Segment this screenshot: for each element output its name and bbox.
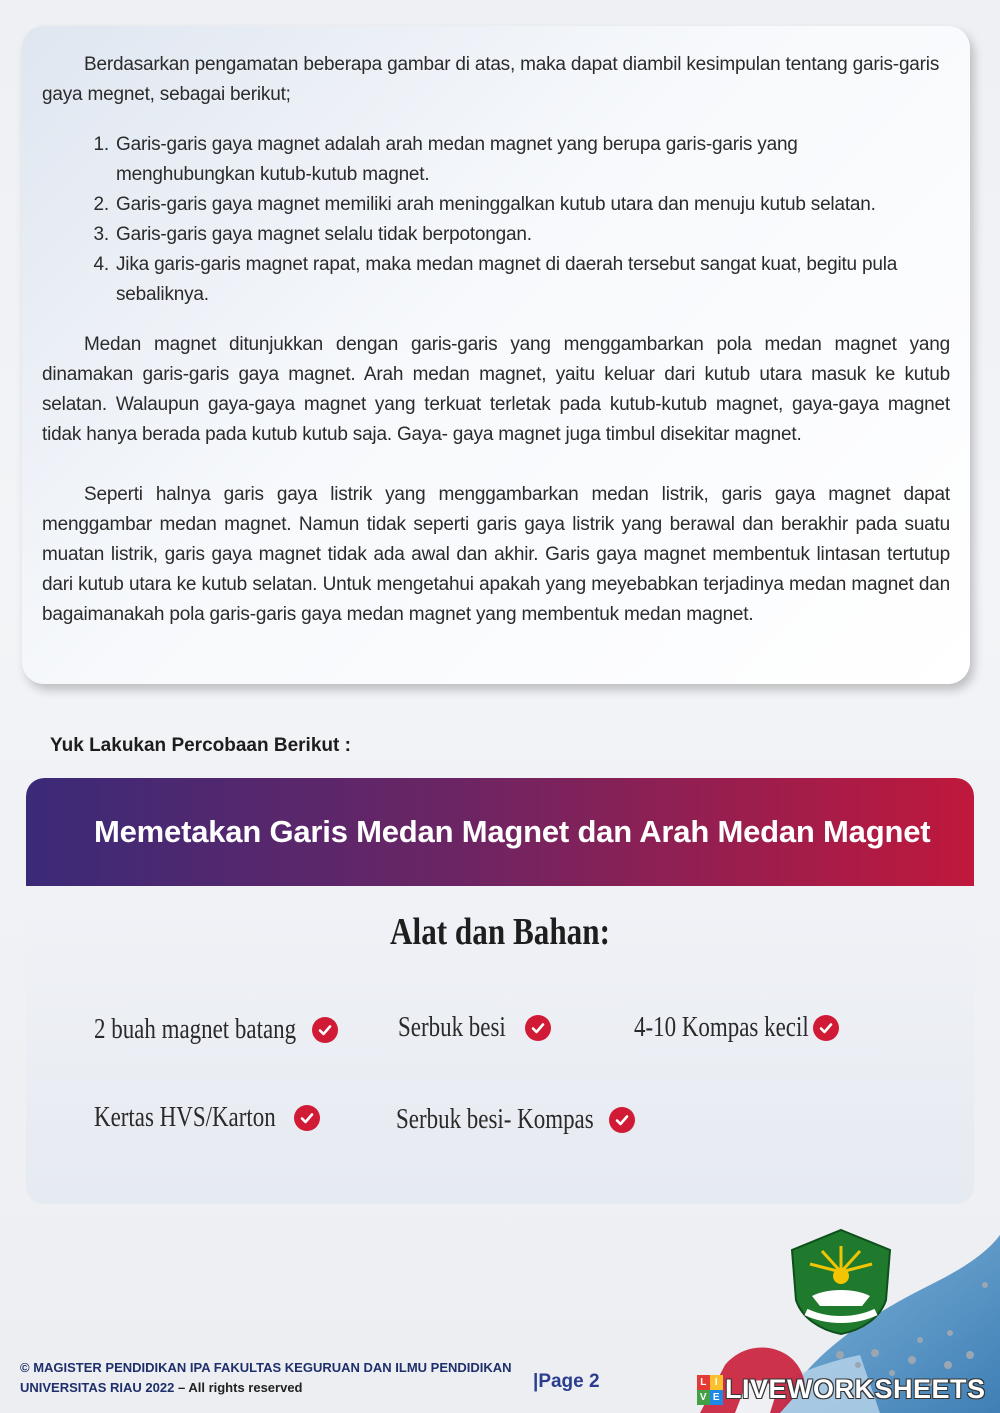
- check-icon: [813, 1015, 839, 1041]
- material-label: Serbuk besi- Kompas: [396, 1104, 594, 1135]
- experiment-subtitle: Yuk Lakukan Percobaan Berikut :: [50, 735, 351, 756]
- list-item: 2. Garis-garis gaya magnet memiliki arah meninggalkan kutub utara dan menuju kutub selatan.: [114, 190, 926, 220]
- rights-text: – All rights reserved: [177, 1380, 303, 1395]
- magnetic-field-paragraph: Medan magnet ditunjukkan dengan garis-garis yang menggambarkan pola medan magnet yang dinamakan garis-garis gaya magnet. Arah medan magnet, yaitu keluar dari kutub utara masuk ke kutub selatan. Walaupun gaya-gaya magnet yang terkuat terletak pada kutub-kutub magnet, gaya-gaya magnet tidak hanya berada pada kutub kutub saja. Gaya- gaya magnet juga timbul disekitar magnet.: [42, 334, 950, 445]
- experiment-panel: [26, 778, 974, 1204]
- material-label: Kertas HVS/Karton: [94, 1102, 276, 1133]
- material-label: 4-10 Kompas kecil: [634, 1012, 809, 1043]
- list-item: 1. Garis-garis gaya magnet adalah arah medan magnet yang berupa garis-garis yang menghubungkan kutub-kutub magnet.: [114, 130, 926, 190]
- copyright-line-2: UNIVERSITAS RIAU 2022: [20, 1380, 175, 1395]
- intro-paragraph: Berdasarkan pengamatan beberapa gambar di atas, maka dapat diambil kesimpulan tentang garis-garis gaya megnet, sebagai berikut;: [42, 54, 940, 105]
- check-icon: [609, 1107, 635, 1133]
- material-label: Serbuk besi: [398, 1012, 506, 1043]
- copyright-notice: [20, 1358, 512, 1398]
- list-item: 4. Jika garis-garis magnet rapat, maka medan magnet di daerah tersebut sangat kuat, begitu pula sebaliknya.: [114, 250, 926, 310]
- check-icon: [294, 1105, 320, 1131]
- experiment-banner: [26, 778, 974, 886]
- materials-heading: Alat dan Bahan:: [390, 911, 610, 953]
- field-lines-paragraph: Seperti halnya garis gaya listrik yang menggambarkan medan listrik, garis gaya magnet dapat menggambar medan magnet. Namun tidak seperti garis gaya listrik yang berawal dan berakhir pada suatu muatan listrik, garis gaya magnet tidak ada awal dan akhir. Garis gaya magnet membentuk lintasan tertutup dari kutub utara ke kutub selatan. Untuk mengetahui apakah yang meyebabkan terjadinya medan magnet dan bagaimanakah pola garis-garis gaya medan magnet yang membentuk medan magnet.: [42, 484, 950, 625]
- summary-card: [22, 26, 970, 684]
- university-emblem-icon: [782, 1226, 900, 1338]
- material-item: [94, 1102, 320, 1134]
- conclusion-list: [42, 130, 926, 310]
- liveworksheets-logo[interactable]: [697, 1374, 986, 1405]
- live-badge-icon: L I V E: [697, 1375, 723, 1405]
- material-item: [634, 1012, 839, 1044]
- page-number: |Page 2: [533, 1371, 600, 1392]
- copyright-line-1: © MAGISTER PENDIDIKAN IPA FAKULTAS KEGURUAN DAN ILMU PENDIDIKAN: [20, 1360, 512, 1375]
- list-item: 3. Garis-garis gaya magnet selalu tidak berpotongan.: [114, 220, 926, 250]
- material-item: [396, 1104, 635, 1136]
- check-icon: [312, 1017, 338, 1043]
- experiment-title: Memetakan Garis Medan Magnet dan Arah Medan Magnet: [94, 814, 931, 849]
- material-label: 2 buah magnet batang: [94, 1014, 297, 1045]
- check-icon: [525, 1015, 551, 1041]
- brand-name: LIVEWORKSHEETS: [725, 1374, 986, 1404]
- material-item: [398, 1012, 551, 1044]
- material-item: [94, 1014, 338, 1046]
